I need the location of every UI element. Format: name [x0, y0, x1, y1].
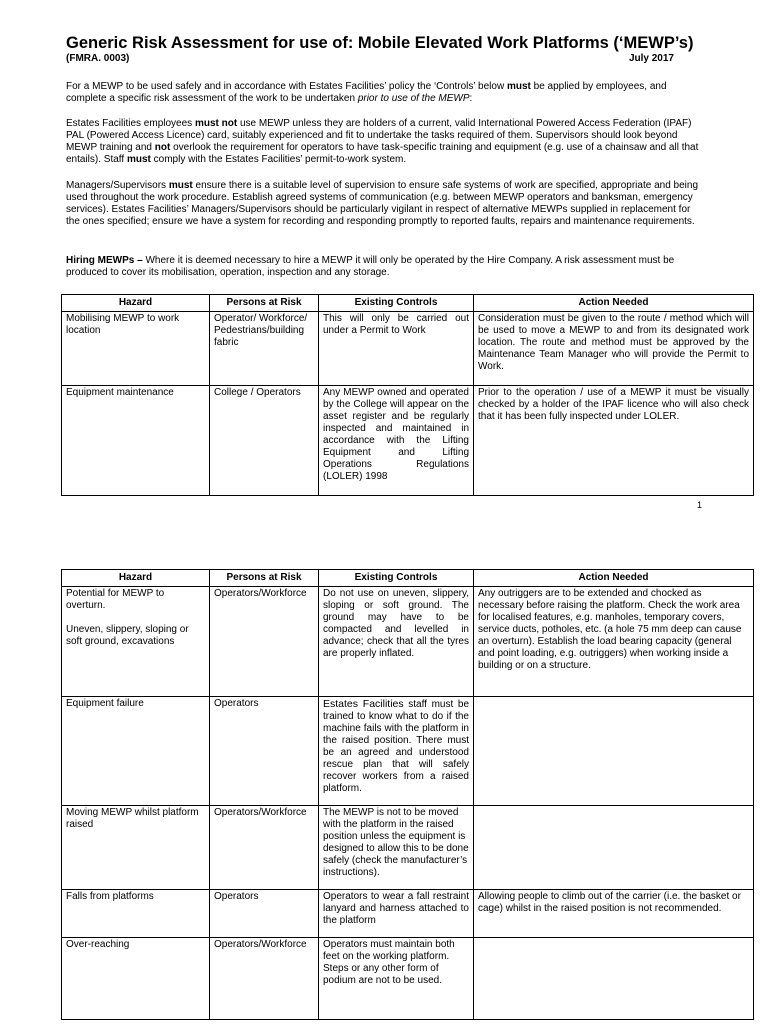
- cell-persons: Operators/Workforce: [210, 938, 319, 1020]
- table-header-row: [62, 295, 754, 312]
- hazard-line: Potential for MEWP to overturn.: [66, 588, 165, 611]
- text-run-bold: must: [168, 180, 193, 191]
- column-header-persons: Persons at Risk: [210, 570, 319, 587]
- text-run: comply with the Estates Facilities’ permit-to-work system.: [150, 154, 407, 165]
- text-run: overlook the requirement for operators to have task-specific training and equipment (e.g. use of a chainsaw and all that entails). Staff: [66, 142, 699, 165]
- column-header-controls: Existing Controls: [319, 570, 474, 587]
- page-number: 1: [697, 500, 703, 510]
- document-ref: (FMRA. 0003): [66, 53, 130, 64]
- text-run: Managers/Supervisors: [66, 180, 169, 191]
- controls-text: staff must be trained to know what to do if the machine fails with the platform in the raised position. There must be an agreed and understood rescue plan that will safely recover workers from a raised platform.: [323, 699, 469, 794]
- table-row: [62, 312, 754, 386]
- table-row: [62, 697, 754, 806]
- text-run: For a MEWP to be used safely and in accordance with Estates Facilities’ policy the ‘Controls’ below: [66, 81, 507, 92]
- cell-action: [474, 938, 754, 1020]
- document-date: July 2017: [628, 53, 674, 64]
- cell-persons: Operators: [210, 697, 319, 806]
- cell-controls: [319, 697, 474, 806]
- cell-hazard: Equipment maintenance: [62, 386, 210, 496]
- text-run: use MEWP unless they are holders of a current, valid International Powered Access Federation (IPAF) PAL (Powered Access Licence) card, suitably experienced and fit to undertake the tasks required of them. Supervisors should look beyond MEWP training and: [66, 118, 692, 153]
- document-ref-line: [66, 53, 706, 64]
- text-run: be applied by employees, and complete a specific risk assessment of the work to be undertaken: [66, 81, 667, 104]
- table-row: [62, 890, 754, 938]
- text-run: Estates Facilities employees: [66, 118, 195, 129]
- table-row: [62, 587, 754, 697]
- text-run-bold: not: [154, 142, 171, 153]
- text-run-bold: must: [506, 81, 531, 92]
- cell-controls: Any MEWP owned and operated by the College will appear on the asset register and be regularly inspected and maintained in accordance with the Lifting Equipment and Lifting Operations Regulations (LOLER) 1998: [319, 386, 474, 496]
- column-header-hazard: Hazard: [62, 570, 210, 587]
- cell-hazard: Falls from platforms: [62, 890, 210, 938]
- document-title: Generic Risk Assessment for use of: Mobile Elevated Work Platforms (‘MEWP’s): [66, 34, 694, 52]
- cell-action: Any outriggers are to be extended and chocked as necessary before raising the platform. Check the work area for localised features, e.g. manholes, temporary covers, service ducts, potholes, etc. (a hole 75 mm deep can cause an overturn). Establish the load bearing capacity (general and point loading, e.g. outriggers) when working inside a building or on a structure.: [474, 587, 754, 697]
- intro-paragraph-1: [66, 81, 706, 105]
- text-run-bold: must not: [194, 118, 238, 129]
- cell-hazard: Equipment failure: [62, 697, 210, 806]
- column-header-controls: Existing Controls: [319, 295, 474, 312]
- text-run: Where it is deemed necessary to hire a MEWP it will only be operated by the Hire Company. A risk assessment must be produced to cover its mobilisation, operation, inspection and any storage.: [66, 255, 675, 278]
- cell-controls: The MEWP is not to be moved with the platform in the raised position unless the equipment is designed to allow this to be done safely (check the manufacturer’s instructions).: [319, 806, 474, 890]
- text-run: ensure there is a suitable level of supervision to ensure safe systems of work are specified, appropriate and being used throughout the work procedure. Establish agreed systems of communication (e.g. between MEWP operators and banksman, emergency services). Estates Facilities’ Managers/Supervisors should be particularly vigilant in respect of alternative MEWPs supplied in replacement for the ones specified; ensure we have a system for recording and responding promptly to reported faults, repairs and maintenance requirements.: [66, 180, 699, 227]
- column-header-action: Action Needed: [474, 570, 754, 587]
- cell-controls: Operators to wear a fall restraint lanyard and harness attached to the platform: [319, 890, 474, 938]
- text-run: :: [469, 93, 473, 104]
- cell-controls: Do not use on uneven, slippery, sloping or soft ground. The ground may have to be compacted and levelled in advance; check that all the tyres are properly inflated.: [319, 587, 474, 697]
- cell-persons: Operator/ Workforce/ Pedestrians/building fabric: [210, 312, 319, 386]
- intro-paragraph-3: [66, 180, 706, 228]
- text-run-bold: must: [126, 154, 151, 165]
- cell-action: [474, 697, 754, 806]
- column-header-hazard: Hazard: [62, 295, 210, 312]
- cell-controls: Operators must maintain both feet on the working platform. Steps or any other form of podium are not to be used.: [319, 938, 474, 1020]
- controls-lead: Estates Facilities: [323, 698, 404, 710]
- table-row: [62, 938, 754, 1020]
- intro-paragraph-2: [66, 118, 706, 166]
- intro-paragraph-4: [66, 255, 706, 279]
- cell-action: [474, 806, 754, 890]
- table-header-row: [62, 570, 754, 587]
- risk-table-page-2: [61, 569, 754, 1020]
- cell-hazard: Moving MEWP whilst platform raised: [62, 806, 210, 890]
- cell-hazard: Mobilising MEWP to work location: [62, 312, 210, 386]
- hazard-line: Uneven, slippery, sloping or soft ground, excavations: [66, 624, 189, 647]
- cell-hazard: [62, 587, 210, 697]
- risk-table-page-1: [61, 294, 754, 496]
- cell-action: Consideration must be given to the route / method which will be used to move a MEWP to and from its designated work location. The route and method must be approved by the Maintenance Team Manager who will provide the Permit to Work.: [474, 312, 754, 386]
- cell-persons: Operators: [210, 890, 319, 938]
- cell-action: Prior to the operation / use of a MEWP it must be visually checked by a holder of the IPAF licence who will also check that it has been fully inspected under LOLER.: [474, 386, 754, 496]
- cell-persons: Operators/Workforce: [210, 587, 319, 697]
- text-run-italic: prior to use of the MEWP: [357, 93, 470, 104]
- table-row: [62, 386, 754, 496]
- column-header-action: Action Needed: [474, 295, 754, 312]
- cell-persons: College / Operators: [210, 386, 319, 496]
- cell-controls: This will only be carried out under a Permit to Work: [319, 312, 474, 386]
- cell-persons: Operators/Workforce: [210, 806, 319, 890]
- table-row: [62, 806, 754, 890]
- cell-action: Allowing people to climb out of the carrier (i.e. the basket or cage) whilst in the raised position is not recommended.: [474, 890, 754, 938]
- column-header-persons: Persons at Risk: [210, 295, 319, 312]
- cell-hazard: Over-reaching: [62, 938, 210, 1020]
- text-run-bold: Hiring MEWPs –: [66, 255, 143, 266]
